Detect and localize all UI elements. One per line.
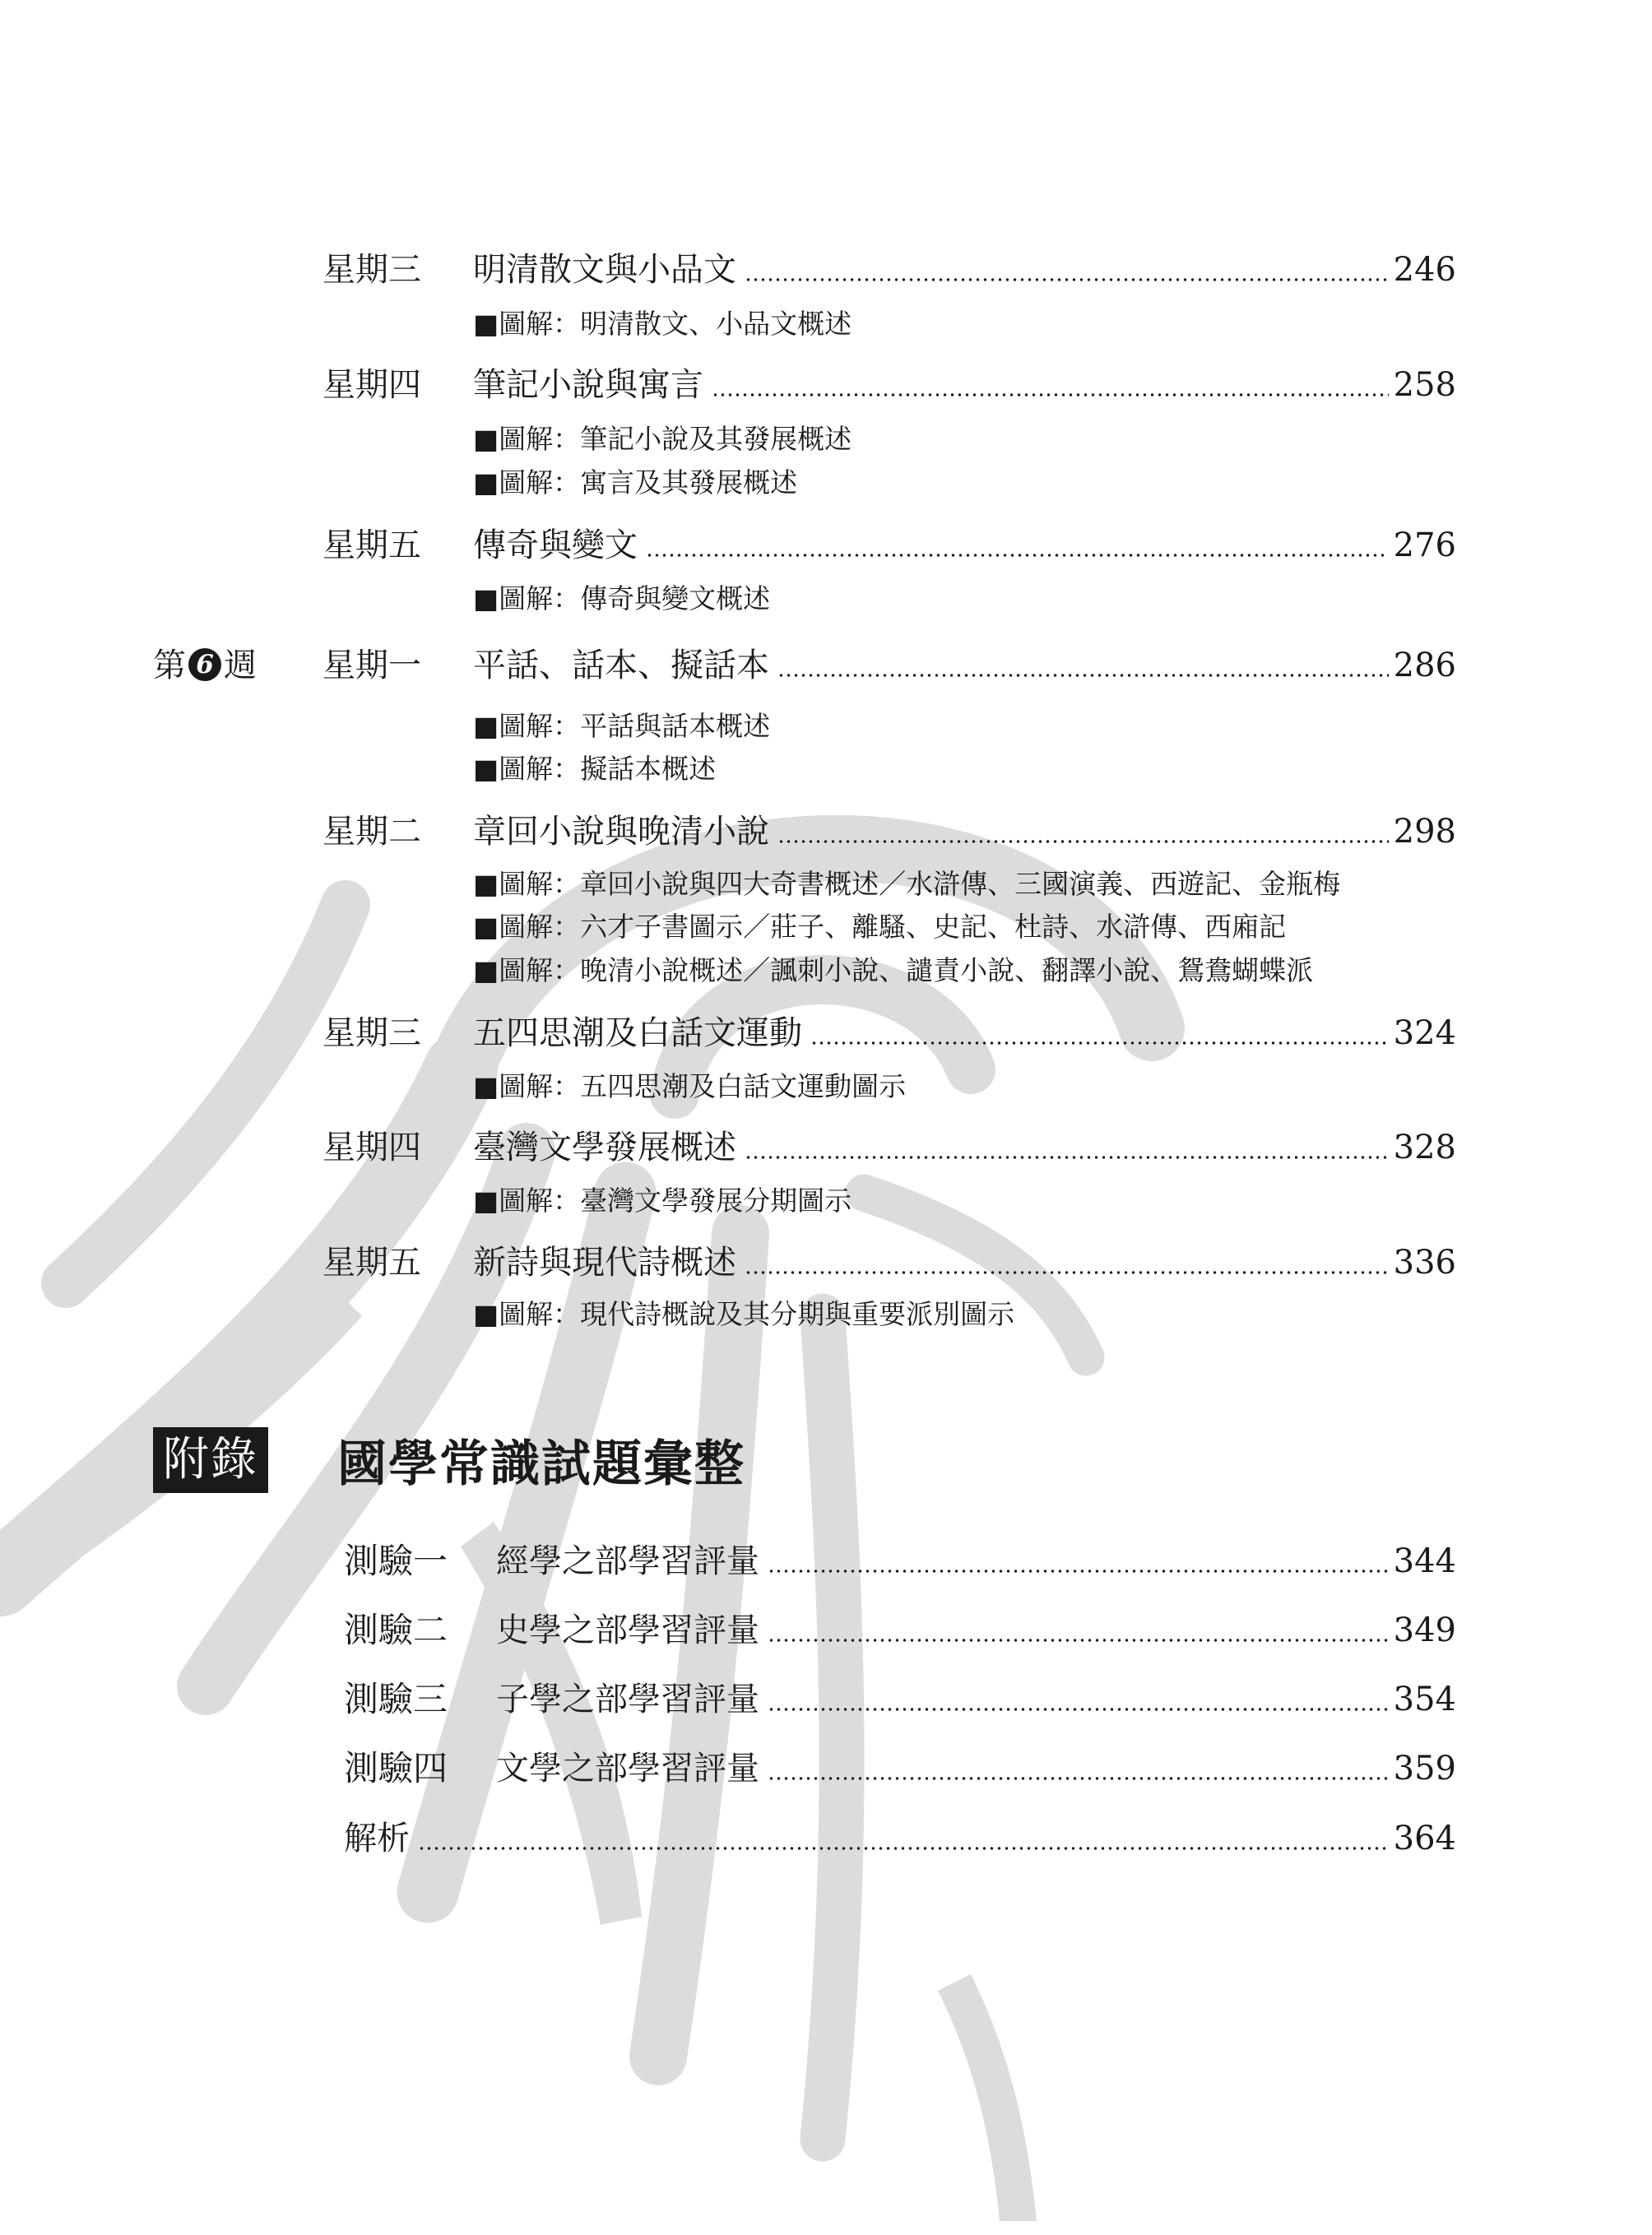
toc-sub-item: ■圖解：六才子書圖示／莊子、離騷、史記、杜詩、水滸傳、西廂記 bbox=[473, 911, 1287, 943]
toc-day: 星期二 bbox=[323, 813, 421, 851]
dot-leader bbox=[745, 1271, 1389, 1274]
toc-sub-item: ■圖解：晚清小說概述／諷刺小說、譴責小說、翻譯小說、鴛鴦蝴蝶派 bbox=[473, 954, 1314, 986]
toc-sub-item: ■圖解：寓言及其發展概述 bbox=[473, 466, 798, 498]
toc-page: 246 bbox=[1393, 251, 1456, 289]
dot-leader bbox=[418, 1847, 1389, 1850]
test-label: 測驗二 bbox=[344, 1610, 448, 1650]
dot-leader bbox=[777, 674, 1389, 677]
toc-day: 星期四 bbox=[323, 1129, 421, 1166]
test-entry[interactable] bbox=[0, 1740, 1652, 1797]
toc-title: 筆記小說與寓言 bbox=[473, 366, 703, 404]
toc-title: 章回小說與晚清小說 bbox=[473, 813, 769, 851]
toc-title: 五四思潮及白話文運動 bbox=[473, 1014, 802, 1052]
test-entry[interactable] bbox=[0, 1602, 1652, 1659]
toc-page: 324 bbox=[1393, 1014, 1456, 1052]
test-entry[interactable] bbox=[0, 1533, 1652, 1590]
dot-leader bbox=[777, 840, 1389, 843]
toc-title: 傳奇與變文 bbox=[473, 526, 638, 564]
test-title: 文學之部學習評量 bbox=[496, 1750, 759, 1788]
test-title: 解析 bbox=[344, 1820, 410, 1857]
dot-leader bbox=[768, 1570, 1389, 1573]
week-prefix: 第 bbox=[153, 647, 186, 684]
dot-leader bbox=[712, 393, 1389, 396]
toc-page: 328 bbox=[1393, 1129, 1456, 1166]
test-page: 359 bbox=[1393, 1750, 1456, 1788]
test-entry[interactable] bbox=[0, 1671, 1652, 1728]
test-page: 349 bbox=[1393, 1611, 1456, 1649]
toc-entry[interactable] bbox=[0, 356, 1652, 414]
test-label: 測驗三 bbox=[344, 1679, 448, 1719]
dot-leader bbox=[810, 1041, 1389, 1045]
test-label: 測驗四 bbox=[344, 1748, 448, 1788]
appendix-tag: 附錄 bbox=[153, 1427, 268, 1493]
toc-entry[interactable] bbox=[0, 637, 1652, 694]
test-page: 344 bbox=[1393, 1542, 1456, 1580]
toc-day: 星期三 bbox=[323, 251, 421, 289]
toc-page: 276 bbox=[1393, 526, 1456, 564]
appendix-title: 國學常識試題彙整 bbox=[337, 1435, 745, 1493]
dot-leader bbox=[768, 1708, 1389, 1711]
toc-entry[interactable] bbox=[0, 1234, 1652, 1291]
toc-entry[interactable] bbox=[0, 241, 1652, 299]
toc-entry[interactable] bbox=[0, 803, 1652, 860]
test-page: 354 bbox=[1393, 1681, 1456, 1718]
dot-leader bbox=[745, 278, 1389, 281]
toc-entry[interactable] bbox=[0, 1004, 1652, 1062]
test-entry[interactable] bbox=[0, 1810, 1652, 1867]
toc-sub-item: ■圖解：明清散文、小品文概述 bbox=[473, 308, 852, 340]
toc-day: 星期五 bbox=[323, 1244, 421, 1282]
test-title: 經學之部學習評量 bbox=[496, 1542, 759, 1580]
toc-sub-item: ■圖解：五四思潮及白話文運動圖示 bbox=[473, 1070, 907, 1102]
toc-sub-item: ■圖解：擬話本概述 bbox=[473, 753, 717, 785]
toc-day: 星期五 bbox=[323, 526, 421, 564]
dot-leader bbox=[745, 1156, 1389, 1159]
week-number-badge: 6 bbox=[188, 648, 221, 681]
test-label: 測驗一 bbox=[344, 1541, 448, 1581]
toc-entry[interactable] bbox=[0, 1119, 1652, 1176]
toc-page: 336 bbox=[1393, 1244, 1456, 1282]
toc-sub-item: ■圖解：傳奇與變文概述 bbox=[473, 582, 771, 614]
toc-page: 298 bbox=[1393, 813, 1456, 851]
toc-day: 星期四 bbox=[323, 366, 421, 404]
test-page: 364 bbox=[1393, 1820, 1456, 1857]
test-title: 史學之部學習評量 bbox=[496, 1611, 759, 1649]
toc-sub-item: ■圖解：平話與話本概述 bbox=[473, 710, 771, 742]
toc-title: 臺灣文學發展概述 bbox=[473, 1129, 736, 1166]
dot-leader bbox=[646, 554, 1389, 557]
toc-sub-item: ■圖解：現代詩概說及其分期與重要派別圖示 bbox=[473, 1298, 1015, 1330]
toc-day: 星期三 bbox=[323, 1014, 421, 1052]
toc-title: 明清散文與小品文 bbox=[473, 251, 736, 289]
dot-leader bbox=[768, 1777, 1389, 1780]
toc-day: 星期一 bbox=[323, 647, 421, 684]
dot-leader bbox=[768, 1639, 1389, 1642]
toc-entry[interactable] bbox=[0, 517, 1652, 574]
week-suffix: 週 bbox=[224, 647, 257, 684]
test-title: 子學之部學習評量 bbox=[496, 1681, 759, 1718]
toc-title: 新詩與現代詩概述 bbox=[473, 1244, 736, 1282]
toc-title: 平話、話本、擬話本 bbox=[473, 647, 769, 684]
toc-sub-item: ■圖解：筆記小說及其發展概述 bbox=[473, 423, 852, 455]
toc-sub-item: ■圖解：章回小說與四大奇書概述／水滸傳、三國演義、西遊記、金瓶梅 bbox=[473, 868, 1341, 900]
week-label bbox=[153, 637, 257, 694]
toc-sub-item: ■圖解：臺灣文學發展分期圖示 bbox=[473, 1185, 852, 1217]
toc-page: 286 bbox=[1393, 647, 1456, 684]
toc-page: 258 bbox=[1393, 366, 1456, 404]
